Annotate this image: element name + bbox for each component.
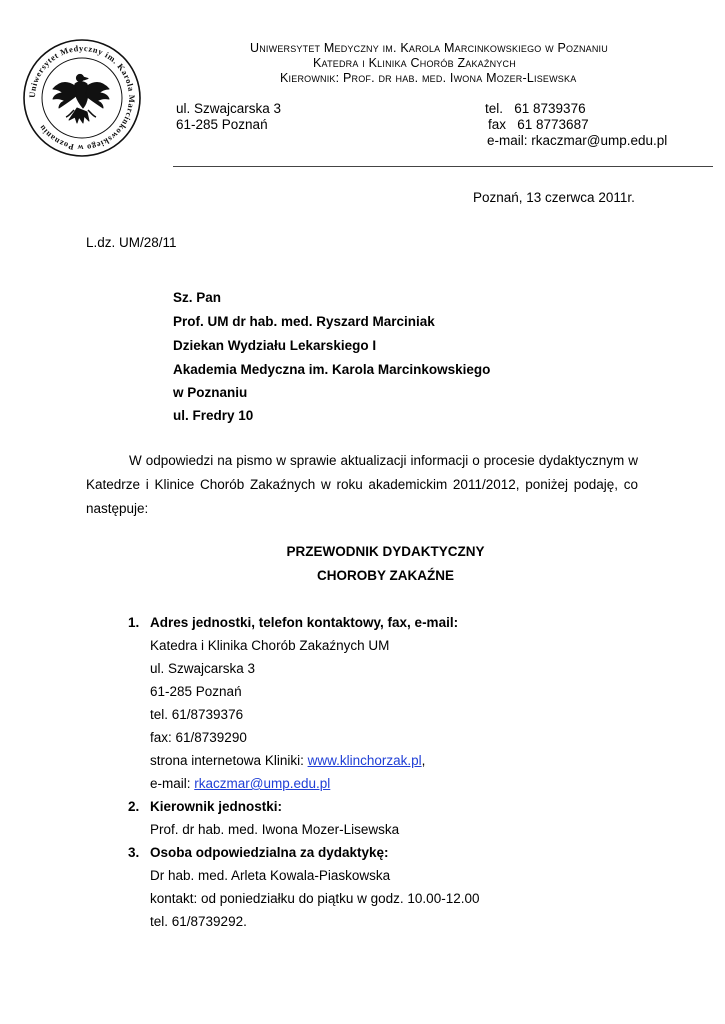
document-subtitle: CHOROBY ZAKAŹNE <box>316 568 454 583</box>
unit-email-line <box>150 776 330 791</box>
header-phone: tel. 61 8739376 <box>485 101 586 116</box>
university-seal <box>22 38 142 158</box>
header-department: Katedra i Klinika Chorób Zakaźnych <box>313 56 516 70</box>
section-1-number: 1. <box>128 615 140 630</box>
website-prefix: strona internetowa Kliniki: <box>150 753 308 768</box>
header-head: Kierownik: Prof. dr hab. med. Iwona Mozer-Lisewska <box>280 71 577 85</box>
teaching-coordinator-phone: tel. 61/8739292. <box>150 914 247 929</box>
email-prefix: e-mail: <box>150 776 195 791</box>
section-2-number: 2. <box>128 799 140 814</box>
teaching-coordinator-hours: kontakt: od poniedziałku do piątku w godz. 10.00-12.00 <box>150 891 480 906</box>
reference-number: L.dz. UM/28/11 <box>86 235 177 250</box>
section-3-number: 3. <box>128 845 140 860</box>
recipient-name: Prof. UM dr hab. med. Ryszard Marciniak <box>173 314 435 329</box>
unit-street: ul. Szwajcarska 3 <box>150 661 256 676</box>
address-street: ul. Szwajcarska 3 <box>176 101 282 116</box>
teaching-coordinator-name: Dr hab. med. Arleta Kowala-Piaskowska <box>150 868 391 883</box>
header-university: Uniwersytet Medyczny im. Karola Marcinkowskiego w Poznaniu <box>250 41 608 55</box>
section-1-heading: Adres jednostki, telefon kontaktowy, fax, e-mail: <box>150 615 459 630</box>
email-link[interactable]: rkaczmar@ump.edu.pl <box>194 776 331 791</box>
section-3-heading: Osoba odpowiedzialna za dydaktykę: <box>150 845 389 860</box>
unit-city: 61-285 Poznań <box>150 684 242 699</box>
recipient-street: ul. Fredry 10 <box>173 408 254 423</box>
document-title: PRZEWODNIK DYDAKTYCZNY <box>286 544 485 559</box>
header-fax: fax 61 8773687 <box>488 117 589 132</box>
address-city: 61-285 Poznań <box>176 117 268 132</box>
unit-phone: tel. 61/8739376 <box>150 707 244 722</box>
unit-website-line <box>150 753 425 768</box>
website-link[interactable]: www.klinchorzak.pl <box>307 753 422 768</box>
header-divider <box>173 166 713 167</box>
recipient-institution: Akademia Medyczna im. Karola Marcinkowskiego <box>173 362 491 377</box>
header-email: e-mail: rkaczmar@ump.edu.pl <box>487 133 668 148</box>
recipient-city: w Poznaniu <box>173 385 248 400</box>
recipient-title: Dziekan Wydziału Lekarskiego I <box>173 338 377 353</box>
section-2-heading: Kierownik jednostki: <box>150 799 283 814</box>
unit-fax: fax: 61/8739290 <box>150 730 247 745</box>
seal-text: Uniwersytet Medyczny im. Karola Marcinkowskiego w Poznaniu <box>27 43 137 153</box>
date-line: Poznań, 13 czerwca 2011r. <box>473 190 635 205</box>
seal-eagle-icon <box>22 38 142 158</box>
website-suffix: , <box>421 753 426 768</box>
unit-head-name: Prof. dr hab. med. Iwona Mozer-Lisewska <box>150 822 400 837</box>
unit-name: Katedra i Klinika Chorób Zakaźnych UM <box>150 638 390 653</box>
intro-paragraph: W odpowiedzi na pismo w sprawie aktualizacji informacji o procesie dydaktycznym w Katedrze i Klinice Chorób Zakaźnych w roku akademickim 2011/2012, poniżej podaję, co następuje: <box>86 453 638 516</box>
recipient-salutation: Sz. Pan <box>173 290 222 305</box>
